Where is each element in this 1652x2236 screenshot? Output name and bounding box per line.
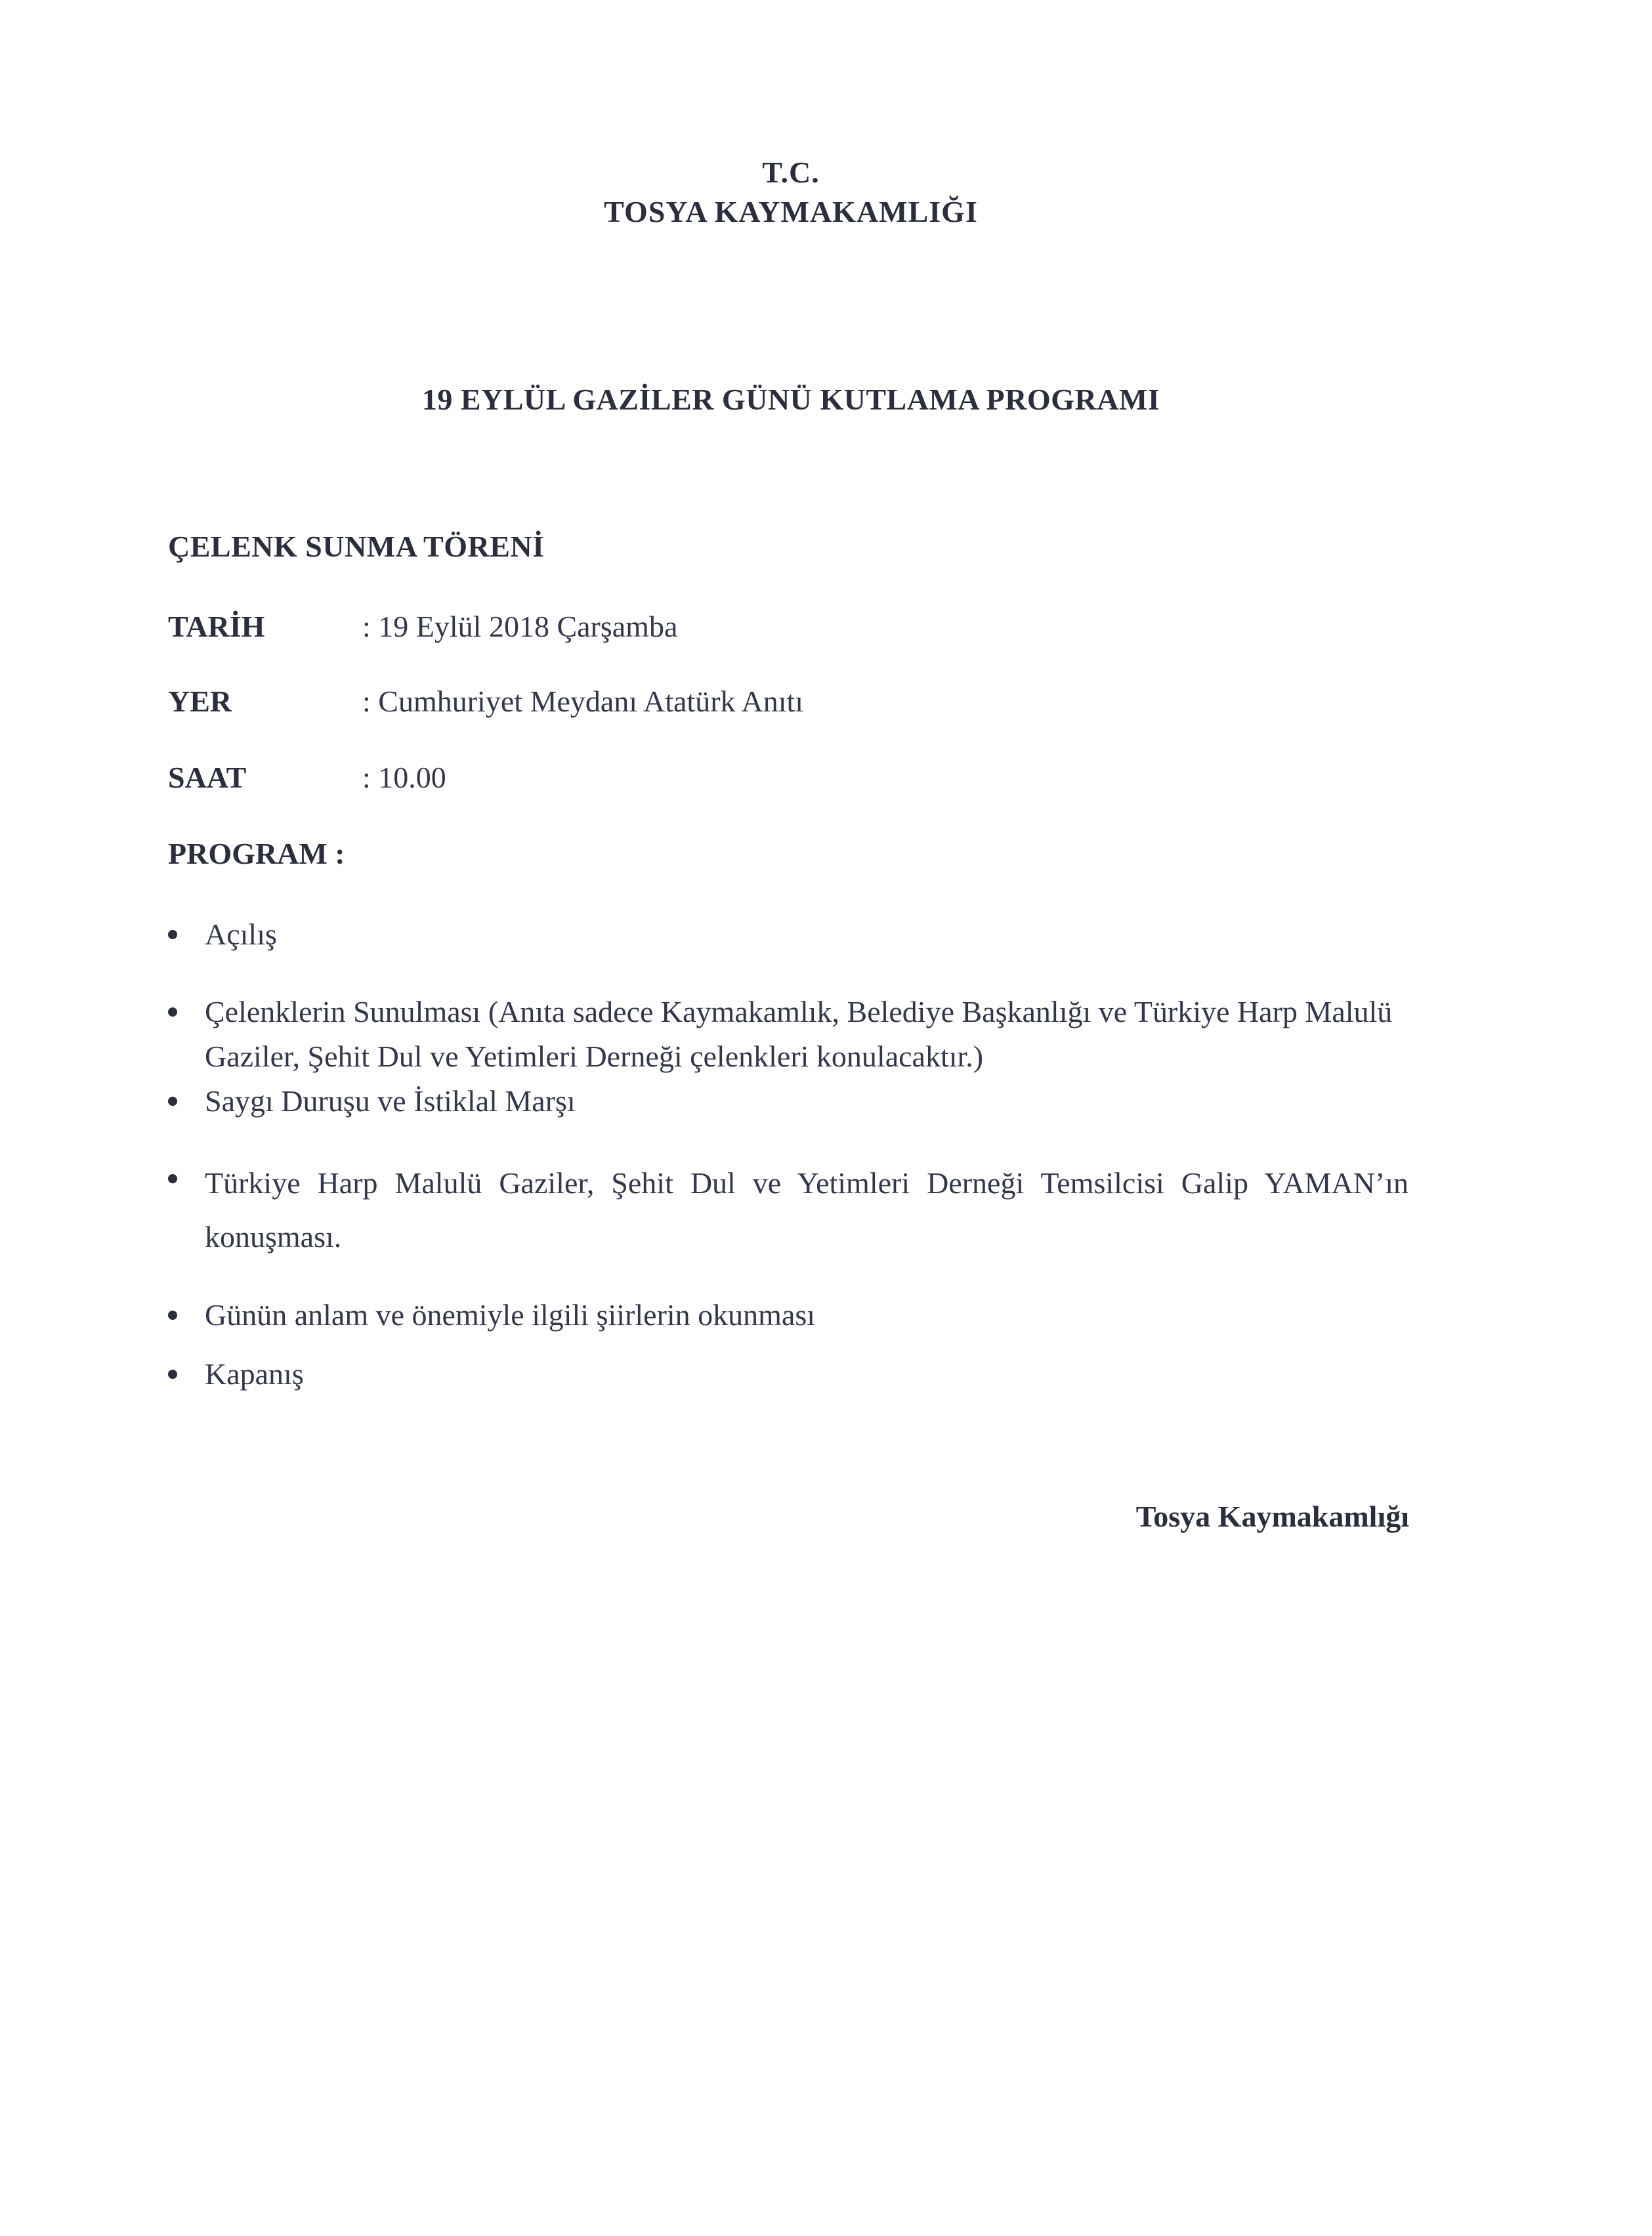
program-label: PROGRAM : bbox=[168, 837, 345, 870]
header-organization: TOSYA KAYMAKAMLIĞI bbox=[604, 195, 978, 228]
place-label: YER bbox=[168, 685, 232, 718]
bullet-icon bbox=[168, 1311, 177, 1320]
date-label: TARİH bbox=[168, 610, 265, 643]
program-list bbox=[168, 912, 1408, 1397]
header-tc: T.C. bbox=[762, 156, 820, 189]
program-item-text: Saygı Duruşu ve İstiklal Marşı bbox=[205, 1084, 576, 1118]
bullet-icon bbox=[168, 1007, 177, 1017]
list-item bbox=[168, 1156, 1408, 1264]
bullet-icon bbox=[168, 1174, 177, 1183]
program-item-text: Türkiye Harp Malulü Gaziler, Şehit Dul ve Yetimleri Derneği Temsilcisi Galip YAMAN’ın konuşması. bbox=[205, 1166, 1408, 1254]
document-title: 19 EYLÜL GAZİLER GÜNÜ KUTLAMA PROGRAMI bbox=[421, 383, 1160, 416]
section-title: ÇELENK SUNMA TÖRENİ bbox=[168, 530, 545, 563]
bullet-icon bbox=[168, 930, 177, 939]
time-value: : 10.00 bbox=[362, 761, 446, 794]
program-item-text: Çelenklerin Sunulması (Anıta sadece Kaymakamlık, Belediye Başkanlığı ve Türkiye Harp Malulü Gaziler, Şehit Dul ve Yetimleri Derneği çelenkleri konulacaktır.) bbox=[205, 995, 1393, 1073]
list-item bbox=[168, 1079, 1408, 1124]
list-item bbox=[168, 1293, 1408, 1338]
date-value: : 19 Eylül 2018 Çarşamba bbox=[362, 610, 678, 643]
program-item-text: Kapanış bbox=[205, 1357, 304, 1391]
program-item-text: Günün anlam ve önemiyle ilgili şiirlerin okunması bbox=[205, 1298, 816, 1332]
signature: Tosya Kaymakamlığı bbox=[1135, 1500, 1409, 1533]
place-value: : Cumhuriyet Meydanı Atatürk Anıtı bbox=[362, 685, 804, 718]
bullet-icon bbox=[168, 1097, 177, 1106]
list-item bbox=[168, 912, 1408, 957]
time-label: SAAT bbox=[168, 761, 247, 794]
list-item bbox=[168, 1352, 1408, 1397]
list-item bbox=[168, 990, 1408, 1079]
bullet-icon bbox=[168, 1370, 177, 1379]
program-item-text: Açılış bbox=[205, 918, 277, 951]
